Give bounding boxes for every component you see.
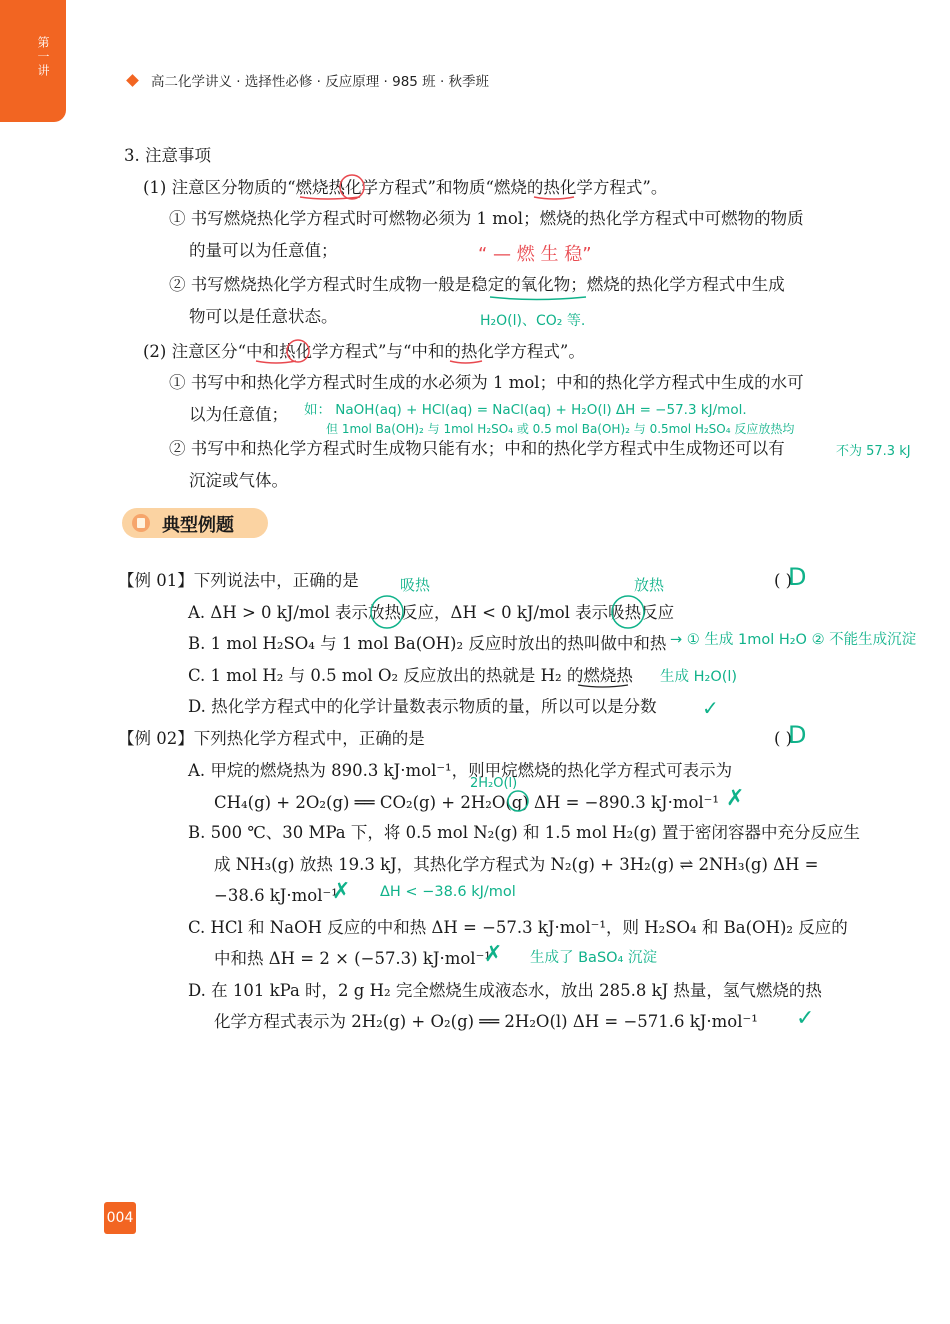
example-2-answer-bracket: ( ) <box>774 729 793 748</box>
example-2-option-a-equation: CH₄(g) + 2O₂(g) ══ CO₂(g) + 2H₂O(g) ΔH = −890.3 kJ·mol⁻¹ <box>214 793 720 812</box>
example-1-option-d: D. 热化学方程式中的化学计量数表示物质的量，所以可以是分数 <box>188 697 657 716</box>
chapter-label: 第一讲 <box>36 36 50 78</box>
example-2-option-c: C. HCl 和 NaOH 反应的中和热 ΔH = −57.3 kJ·mol⁻¹，则 H₂SO₄ 和 Ba(OH)₂ 反应的 <box>188 918 848 937</box>
red-circle-mark <box>287 340 309 362</box>
handwritten-option-c-note: 生成 H₂O(l) <box>660 669 738 685</box>
example-2-option-a: A. 甲烷的燃烧热为 890.3 kJ·mol⁻¹，则甲烷燃烧的热化学方程式可表示为 <box>188 761 733 780</box>
handwritten-green-note-4: 不为 57.3 kJ <box>836 444 911 459</box>
example-2-option-b-cont: 成 NH₃(g) 放热 19.3 kJ，其热化学方程式为 N₂(g) + 3H₂(g) ⇌ 2NH₃(g) ΔH = <box>214 855 819 874</box>
section-banner <box>122 508 268 538</box>
note-item-1-1-cont: 的量可以为任意值； <box>189 241 338 260</box>
note-item-2: (2) 注意区分“中和热化学方程式”与“中和的热化学方程式”。 <box>143 342 585 361</box>
example-1-option-c: C. 1 mol H₂ 与 0.5 mol O₂ 反应放出的热就是 H₂ 的燃烧热 <box>188 666 633 685</box>
check-icon: ✓ <box>796 1006 815 1031</box>
note-item-1: (1) 注意区分物质的“燃烧热化学方程式”和物质“燃烧的热化学方程式”。 <box>143 178 668 197</box>
green-circle-mark <box>371 596 403 628</box>
section-heading: 3. 注意事项 <box>124 146 211 165</box>
check-icon: ✓ <box>702 696 719 720</box>
red-circle-mark <box>340 175 364 199</box>
example-2-option-d: D. 在 101 kPa 时，2 g H₂ 完全燃烧生成液态水，放出 285.8 kJ 热量，氢气燃烧的热 <box>188 981 822 1000</box>
red-underline-mark <box>450 361 482 363</box>
header-title: 高二化学讲义 · 选择性必修 · 反应原理 · 985 班 · 秋季班 <box>151 74 490 90</box>
example-2-option-c-cont: 中和热 ΔH = 2 × (−57.3) kJ·mol⁻¹ <box>214 949 491 968</box>
note-item-1-1: ① 书写燃烧热化学方程式时可燃物必须为 1 mol；燃烧的热化学方程式中可燃物的物质 <box>169 209 804 228</box>
handwritten-green-note-1: H₂O(l)、CO₂ 等. <box>480 313 586 329</box>
cross-icon: ✗ <box>484 942 503 967</box>
handwritten-option-b-note: → ① 生成 1mol H₂O ② 不能生成沉淀 <box>670 632 917 648</box>
example-1-option-a: A. ΔH > 0 kJ/mol 表示放热反应，ΔH < 0 kJ/mol 表示吸热反应 <box>188 603 675 622</box>
note-item-2-1: ① 书写中和热化学方程式时生成的水必须为 1 mol；中和的热化学方程式中生成的水可 <box>169 373 804 392</box>
note-item-2-2-cont: 沉淀或气体。 <box>189 471 288 490</box>
note-item-2-2: ② 书写中和热化学方程式时生成物只能有水；中和的热化学方程式中生成物还可以有 <box>169 439 785 458</box>
banner-title: 典型例题 <box>162 515 234 536</box>
example-1-answer: D <box>788 563 807 591</box>
cross-icon: ✗ <box>332 879 351 904</box>
example-1-answer-bracket: ( ) <box>774 571 793 590</box>
example-2-annotation-marks <box>0 780 950 820</box>
example-2-option-b: B. 500 ℃、30 MPa 下，将 0.5 mol N₂(g) 和 1.5 mol H₂(g) 置于密闭容器中充分反应生 <box>188 823 860 842</box>
example-1-annotation-marks <box>0 560 950 720</box>
example-2-option-b-value: −38.6 kJ·mol⁻¹ <box>214 886 338 905</box>
example-2-option-d-equation: 化学方程式表示为 2H₂(g) + O₂(g) ══ 2H₂O(l) ΔH = −571.6 kJ·mol⁻¹ <box>214 1012 758 1031</box>
handwritten-green-note-3: 但 1mol Ba(OH)₂ 与 1mol H₂SO₄ 或 0.5 mol Ba(OH)₂ 与 0.5mol H₂SO₄ 反应放热均 <box>326 422 795 436</box>
red-underline-mark <box>534 197 574 199</box>
green-circle-mark <box>612 596 644 628</box>
example-2-answer: D <box>788 721 807 749</box>
underline-mark <box>578 685 628 687</box>
example-1-option-b: B. 1 mol H₂SO₄ 与 1 mol Ba(OH)₂ 反应时放出的热叫做中和热 <box>188 634 667 653</box>
handwritten-option-c-note: 生成了 BaSO₄ 沉淀 <box>530 950 657 966</box>
green-underline-mark <box>490 297 586 300</box>
example-1-stem: 【例 01】下列说法中，正确的是 <box>118 571 359 590</box>
handwritten-release: 放热 <box>634 576 665 594</box>
green-circle-mark <box>508 791 528 811</box>
handwritten-option-a-note: 2H₂O(l) <box>470 776 518 791</box>
cross-icon: ✗ <box>726 786 745 811</box>
handwritten-red-note: “ — 燃 生 稳” <box>478 244 592 265</box>
handwritten-green-note-2: 如： NaOH(aq) + HCl(aq) = NaCl(aq) + H₂O(l) ΔH = −57.3 kJ/mol. <box>304 402 747 418</box>
book-icon <box>132 514 150 532</box>
page-number: 004 <box>104 1202 136 1234</box>
red-underline-mark <box>256 361 296 363</box>
example-2-stem: 【例 02】下列热化学方程式中，正确的是 <box>118 729 425 748</box>
note-item-1-2-cont: 物可以是任意状态。 <box>189 307 338 326</box>
note-item-1-2: ② 书写燃烧热化学方程式时生成物一般是稳定的氧化物；燃烧的热化学方程式中生成 <box>169 275 785 294</box>
note-item-2-1-cont: 以为任意值； <box>189 405 288 424</box>
handwritten-option-b-note: ΔH < −38.6 kJ/mol <box>380 884 516 900</box>
handwritten-absorb: 吸热 <box>400 576 431 594</box>
